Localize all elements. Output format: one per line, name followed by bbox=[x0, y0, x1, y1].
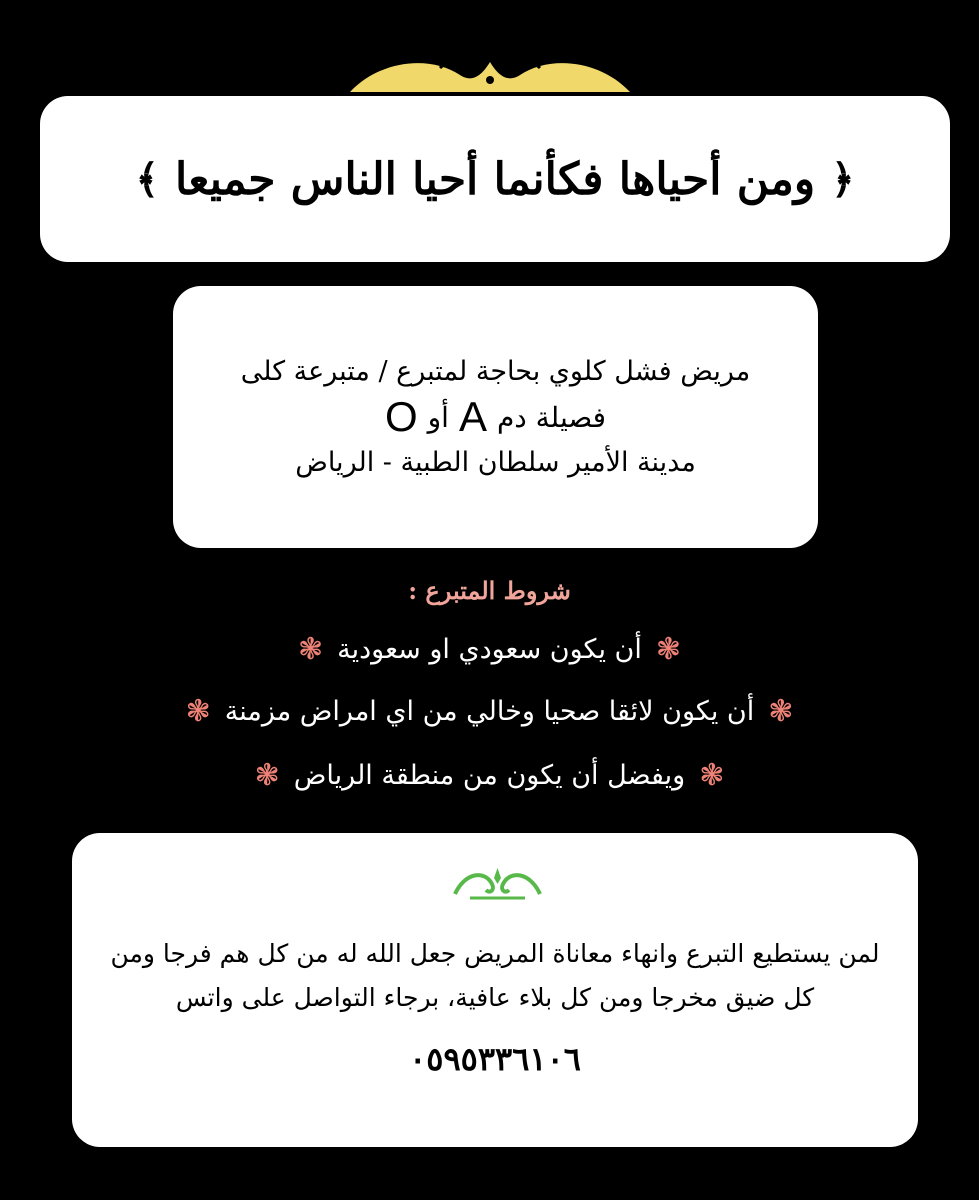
asterisk-flower-icon: ❃ bbox=[699, 758, 725, 793]
verse-line bbox=[136, 154, 855, 205]
conditions-header: شروط المتبرع : bbox=[408, 576, 571, 605]
patient-need-text: مريض فشل كلوي بحاجة لمتبرع / متبرعة كلى bbox=[240, 356, 751, 387]
condition-item bbox=[0, 694, 979, 729]
green-ornament-icon bbox=[450, 864, 545, 900]
blood-type-label: فصيلة دم bbox=[496, 400, 607, 434]
gold-ornament-icon bbox=[340, 50, 640, 95]
asterisk-flower-icon: ❃ bbox=[254, 758, 280, 793]
condition-text: ويفضل أن يكون من منطقة الرياض bbox=[293, 760, 686, 791]
verse-text: ومن أحياها فكأنما أحيا الناس جميعا bbox=[174, 153, 816, 205]
condition-item bbox=[0, 758, 979, 793]
asterisk-flower-icon: ❃ bbox=[297, 632, 324, 667]
bracket-open: ﴿ bbox=[831, 155, 855, 203]
bracket-close: ﴾ bbox=[135, 155, 159, 203]
asterisk-flower-icon: ❃ bbox=[655, 632, 682, 667]
blood-type-line bbox=[385, 393, 606, 441]
blood-type-a: A bbox=[458, 393, 487, 440]
condition-text: أن يكون لائقا صحيا وخالي من اي امراض مزمنة bbox=[224, 696, 755, 727]
asterisk-flower-icon: ❃ bbox=[185, 694, 211, 729]
patient-info-card bbox=[173, 286, 818, 548]
condition-text: أن يكون سعودي او سعودية bbox=[337, 634, 642, 665]
hospital-location-text: مدينة الأمير سلطان الطبية - الرياض bbox=[295, 447, 696, 478]
verse-card bbox=[40, 96, 950, 262]
blood-type-or: أو bbox=[427, 400, 449, 434]
whatsapp-phone-number: ٠٥٩٥٣٣٦١٠٦ bbox=[409, 1040, 581, 1078]
asterisk-flower-icon: ❃ bbox=[768, 694, 794, 729]
condition-item bbox=[0, 632, 979, 667]
appeal-text: لمن يستطيع التبرع وانهاء معاناة المريض جعل الله له من كل هم فرجا ومن كل ضيق مخرجا ومن كل بلاء عافية، برجاء التواصل على واتس bbox=[110, 939, 880, 1012]
blood-type-o: O bbox=[384, 393, 418, 440]
